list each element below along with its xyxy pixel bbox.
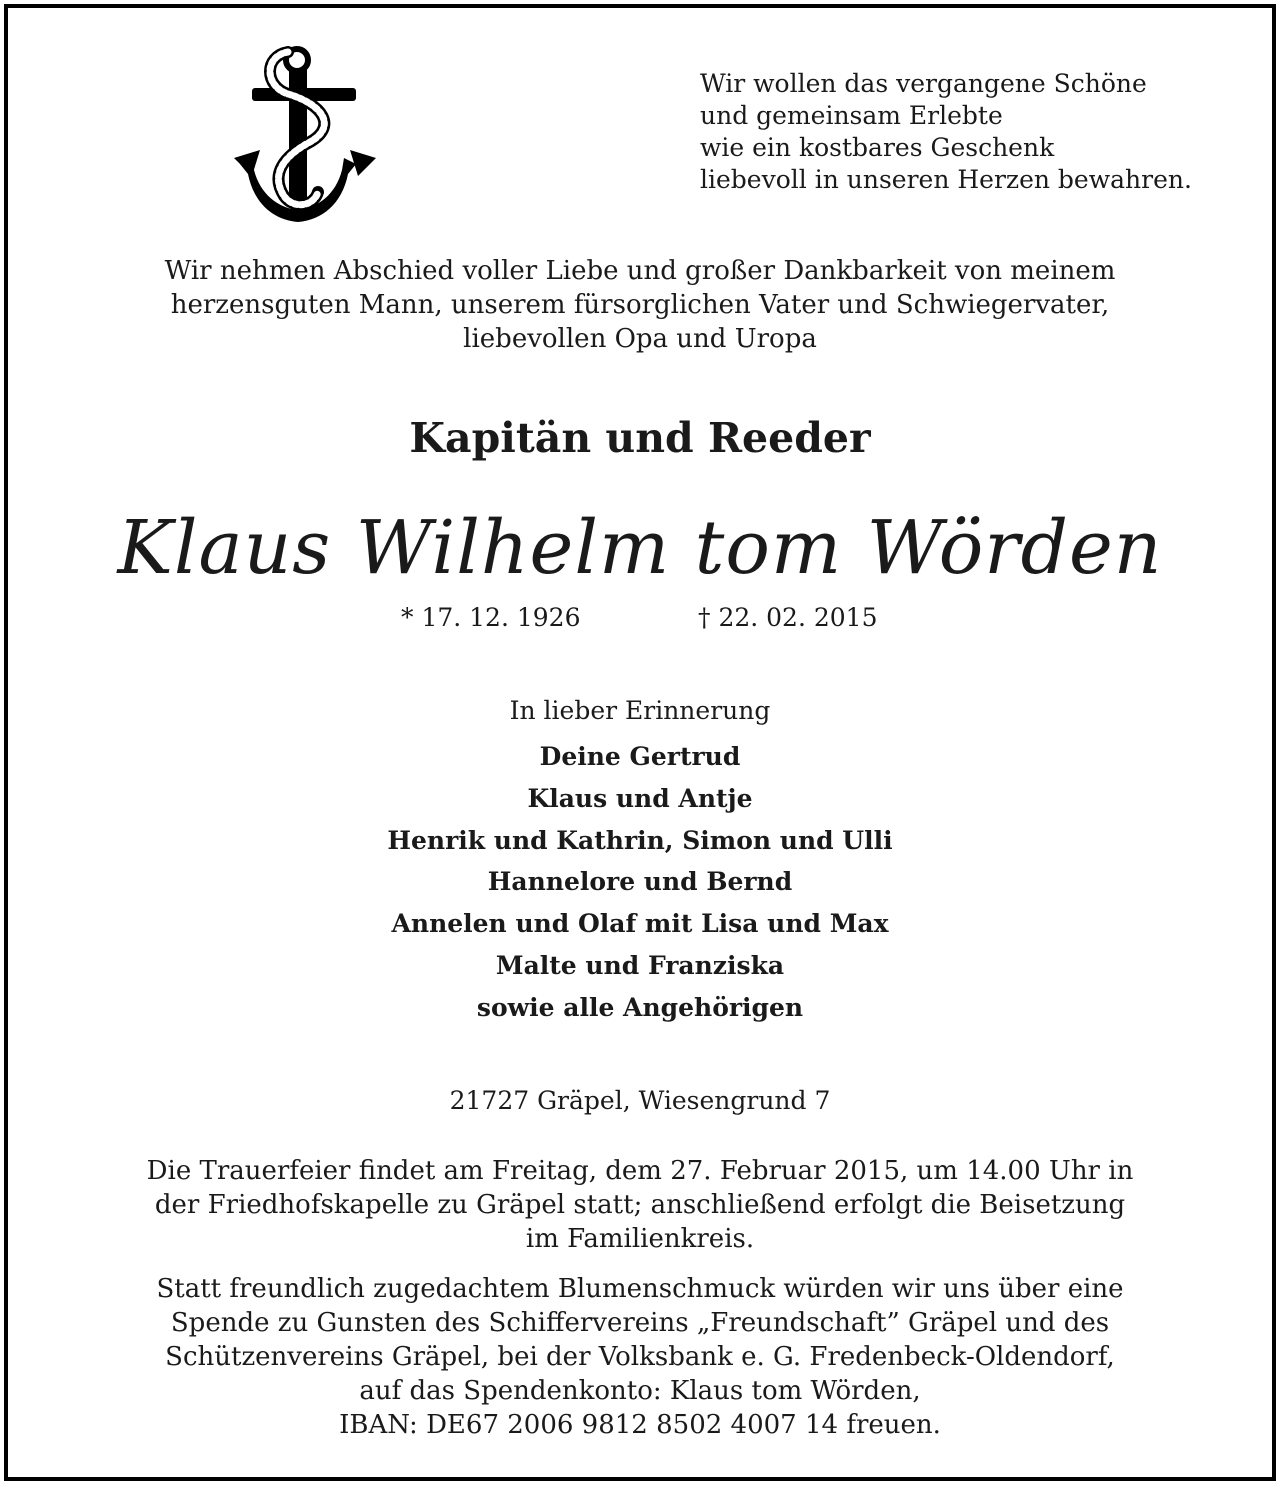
birth-date: * 17. 12. 1926 xyxy=(401,603,581,632)
poem-line: Wir wollen das vergangene Schöne xyxy=(700,69,1147,98)
funeral-line: im Familienkreis. xyxy=(525,1224,755,1254)
intro-line: herzensguten Mann, unserem fürsorglichen Vater und Schwiegervater, xyxy=(170,290,1110,320)
mourner-line: Annelen und Olaf mit Lisa und Max xyxy=(391,909,889,939)
funeral-line: der Friedhofskapelle zu Gräpel statt; anschließend erfolgt die Beisetzung xyxy=(154,1190,1126,1220)
donation-line: Statt freundlich zugedachtem Blumenschmuck würden wir uns über eine xyxy=(156,1274,1124,1304)
mourner-line: Klaus und Antje xyxy=(527,783,753,813)
death-date: † 22. 02. 2015 xyxy=(698,603,878,632)
poem-line: wie ein kostbares Geschenk xyxy=(700,133,1055,162)
profession-title: Kapitän und Reeder xyxy=(409,414,871,462)
funeral-line: Die Trauerfeier findet am Freitag, dem 27. Februar 2015, um 14.00 Uhr in xyxy=(146,1156,1134,1186)
mourner-line: Malte und Franziska xyxy=(495,950,785,980)
address: 21727 Gräpel, Wiesengrund 7 xyxy=(449,1086,831,1115)
obituary-notice xyxy=(4,4,1276,1481)
mourner-line: Hannelore und Bernd xyxy=(487,867,793,897)
donation-line: Spende zu Gunsten des Schiffervereins „Freundschaft” Gräpel und des xyxy=(170,1308,1110,1338)
donation-line: Schützenvereins Gräpel, bei der Volksbank e. G. Fredenbeck-Oldendorf, xyxy=(165,1342,1115,1372)
memory-line: In lieber Erinnerung xyxy=(509,696,771,725)
donation-line: IBAN: DE67 2006 9812 8502 4007 14 freuen. xyxy=(339,1410,941,1440)
intro-line: Wir nehmen Abschied voller Liebe und großer Dankbarkeit von meinem xyxy=(164,256,1116,286)
mourner-line: Henrik und Kathrin, Simon und Ulli xyxy=(387,825,893,855)
poem xyxy=(700,68,1192,196)
donation-line: auf das Spendenkonto: Klaus tom Wörden, xyxy=(359,1376,921,1406)
deceased-name: Klaus Wilhelm tom Wörden xyxy=(117,505,1163,591)
mourner-line: sowie alle Angehörigen xyxy=(476,992,804,1022)
intro-line: liebevollen Opa und Uropa xyxy=(463,324,817,354)
poem-line: liebevoll in unseren Herzen bewahren. xyxy=(700,165,1192,194)
poem-line: und gemeinsam Erlebte xyxy=(700,101,1003,130)
mourner-line: Deine Gertrud xyxy=(539,742,741,771)
intro-text xyxy=(8,254,1272,356)
donation-info xyxy=(8,1272,1272,1442)
funeral-info xyxy=(8,1154,1272,1256)
mourners-list xyxy=(8,736,1272,1029)
anchor-icon xyxy=(230,46,380,222)
